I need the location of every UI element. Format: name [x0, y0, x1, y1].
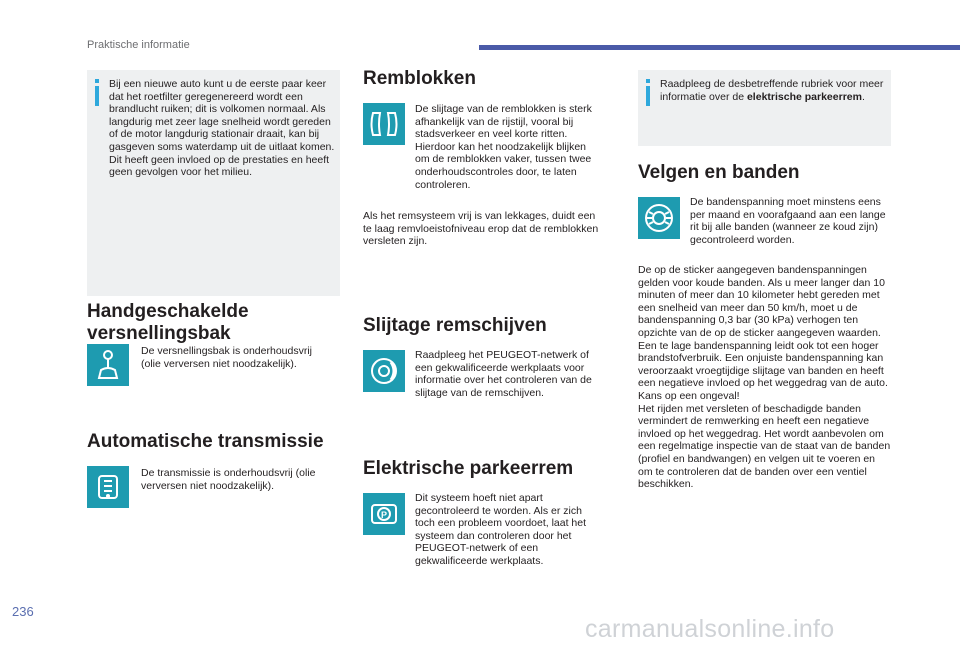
- note-box-parking-brake: [638, 70, 891, 146]
- electric-parking-brake-icon: [363, 493, 405, 535]
- brake-disc-icon: [363, 350, 405, 392]
- automatic-transmission-icon: [87, 466, 129, 508]
- tyre-icon: [638, 197, 680, 239]
- header-accent-bar: [479, 45, 960, 50]
- manual-gearbox-text: De versnellingsbak is onderhoudsvrij (olie verversen niet noodzakelijk).: [141, 345, 313, 370]
- svg-text:P: P: [380, 510, 388, 520]
- heading-brake-pads: Remblokken: [363, 68, 476, 89]
- note-text: Bij een nieuwe auto kunt u de eerste paar keer dat het roetfilter geregenereerd wordt een brandlucht ruiken; dit is volkomen normaal. Als langdurig met zeer lage snelheid wordt gereden of de motor langdurig stationair draait, kan bij gasgeven soms waterdamp uit de uitlaat komen. Dit heeft geen invloed op de prestaties en heeft geen gevolgen voor het milieu.: [109, 78, 335, 179]
- wheels-tyres-text: De bandenspanning moet minstens eens per maand en voorafgaand aan een lange rit bij alle banden (wanneer ze koud zijn) gecontroleerd worden.: [690, 196, 886, 246]
- brake-discs-text: Raadpleeg het PEUGEOT-netwerk of een gekwalificeerde werkplaats voor informatie over het controleren van de slijtage van de remschijven.: [415, 349, 592, 399]
- automatic-transmission-text: De transmissie is onderhoudsvrij (olie verversen niet noodzakelijk).: [141, 467, 316, 492]
- note-text: Raadpleeg de desbetreffende rubriek voor meer informatie over de elektrische parkeerrem.: [660, 78, 884, 103]
- heading-manual-gearbox: Handgeschakelde versnellingsbak: [87, 301, 249, 344]
- section-header: Praktische informatie: [87, 39, 190, 51]
- watermark: carmanualsonline.info: [585, 615, 835, 643]
- electric-parking-brake-text: Dit systeem hoeft niet apart gecontroleerd te worden. Als er zich toch een probleem voordoet, laat het systeem dan controleren door het PEUGEOT-netwerk of een gekwalificeerde werkplaats.: [415, 492, 587, 567]
- note-box-dpf: [87, 70, 340, 296]
- manual-gearbox-icon: [87, 344, 129, 386]
- brake-pads-text-2: Als het remsysteem vrij is van lekkages, duidt een te laag remvloeistofniveau erop dat de remblokken versleten zijn.: [363, 210, 599, 248]
- info-icon: [95, 86, 99, 106]
- brake-pads-text: De slijtage van de remblokken is sterk afhankelijk van de rijstijl, vooral bij stadsverkeer en veel korte ritten. Hierdoor kan het noodzakelijk blijken om de remblokken vaker, tussen twee onderhoudscontroles door, te laten controleren.: [415, 103, 592, 191]
- heading-automatic-transmission: Automatische transmissie: [87, 431, 324, 452]
- wheels-tyres-long-text: De op de sticker aangegeven bandenspanningen gelden voor koude banden. Als u meer langer dan 10 minuten of meer dan 10 kilometer hebt gereden met een snelheid van meer dan 50 km/h, moet u de bandenspanning 0,3 bar (30 kPa) verhogen ten opzichte van de op de sticker aangegeven waarden. Een te lage bandenspanning leidt ook tot een hoger brandstofverbruik. Een onjuiste bandenspanning kan veroorzaakt vroegtijdige slijtage van banden en heeft een negatieve invloed op het weggedrag van de auto. Kans op een ongeval! Het rijden met versleten of beschadigde banden vermindert de remwerking en heeft een negatieve invloed op het weggedrag. Het wordt aanbevolen om een regelmatige inspectie van de staat van de banden (profiel en bandwangen) en velgen uit te voeren en om te controleren dat de banden over een ventiel beschikken.: [638, 264, 891, 491]
- page-number: 236: [12, 604, 34, 619]
- heading-electric-parking-brake: Elektrische parkeerrem: [363, 458, 574, 479]
- heading-wheels-tyres: Velgen en banden: [638, 162, 800, 183]
- heading-brake-discs: Slijtage remschijven: [363, 315, 547, 336]
- info-icon: [646, 86, 650, 106]
- brake-pads-icon: [363, 103, 405, 145]
